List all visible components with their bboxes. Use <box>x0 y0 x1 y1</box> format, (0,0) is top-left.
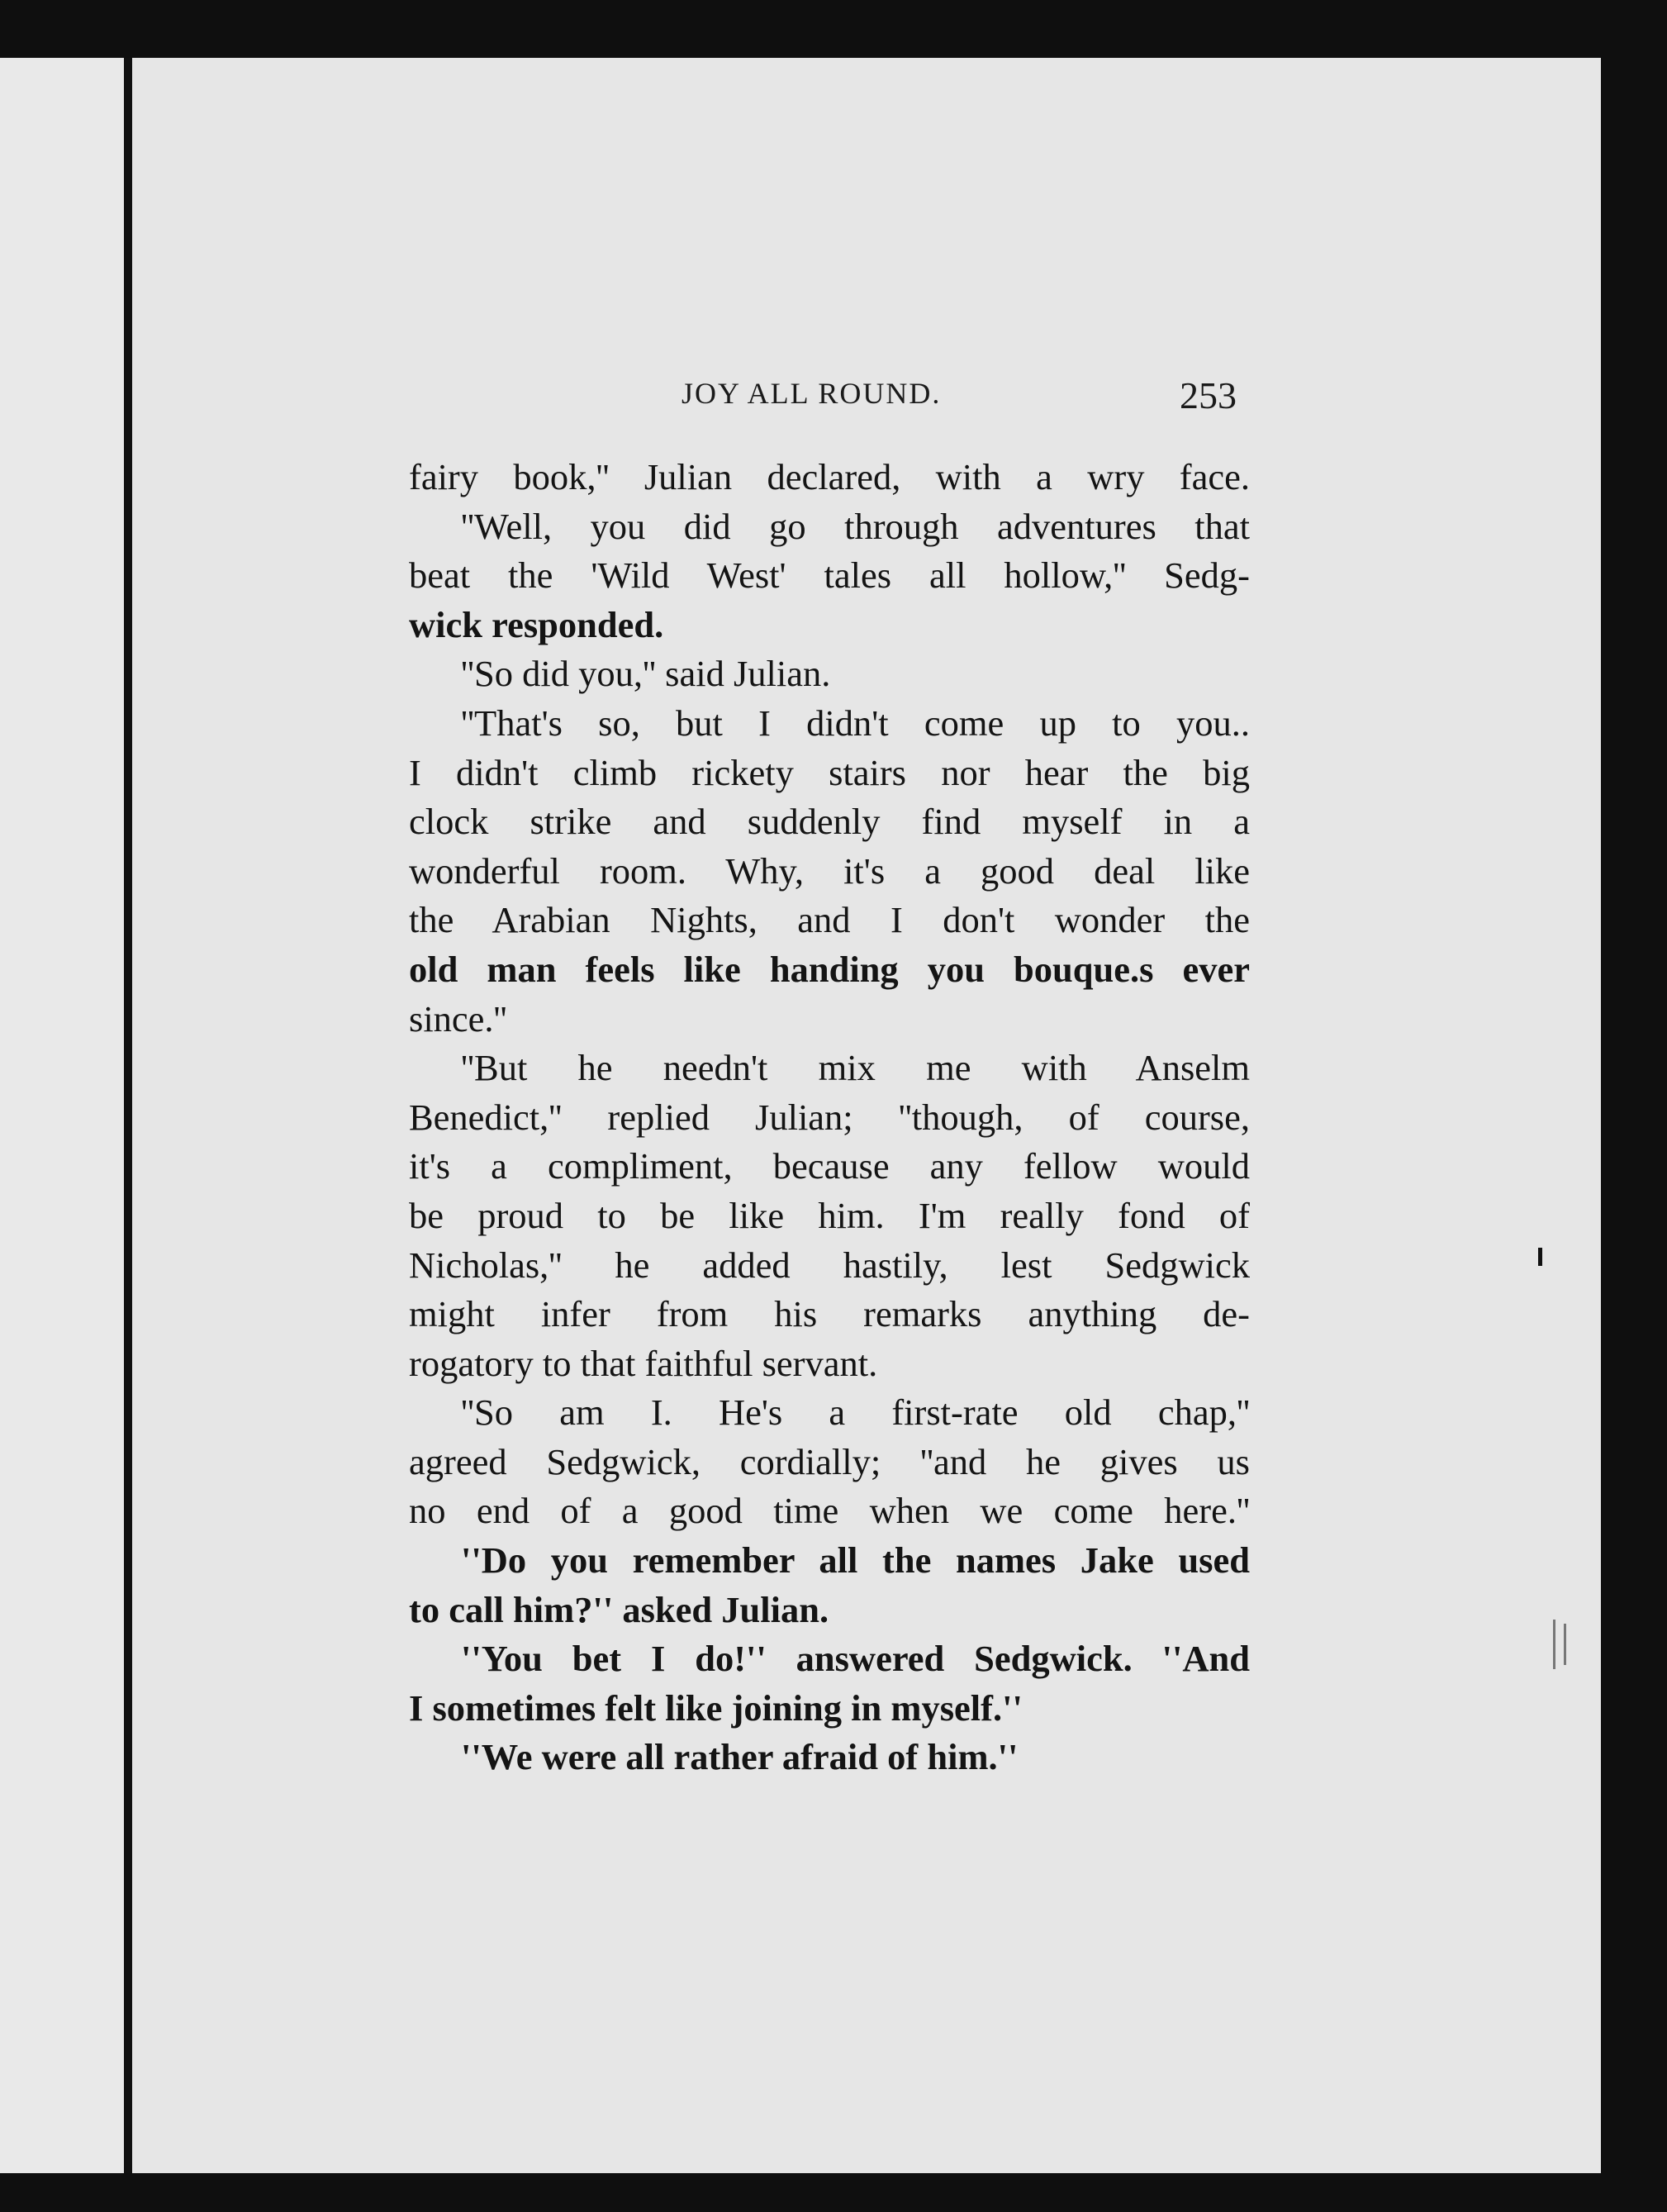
text-line: ''That's so, but I didn't come up to you.. <box>461 702 1250 744</box>
text-line: rogatory to that faithful servant. <box>409 1342 878 1384</box>
page-number: 253 <box>1180 374 1237 416</box>
scan-top-border <box>0 0 1667 58</box>
running-head: JOY ALL ROUND. <box>682 377 942 410</box>
text-line: ''We were all rather afraid of him.'' <box>461 1736 1019 1778</box>
text-line: I sometimes felt like joining in myself.'' <box>409 1686 1023 1729</box>
body-text <box>409 453 1250 1782</box>
text-line: to call him?'' asked Julian. <box>409 1588 829 1630</box>
text-line: ''You bet I do!'' answered Sedgwick. ''And <box>461 1638 1250 1680</box>
text-line: clock strike and suddenly find myself in a <box>409 801 1250 843</box>
text-line: fairy book,'' Julian declared, with a wry face. <box>409 456 1250 497</box>
text-line: be proud to be like him. I'm really fond of <box>409 1194 1250 1236</box>
text-line: the Arabian Nights, and I don't wonder the <box>409 899 1250 941</box>
text-line: since.'' <box>409 997 507 1039</box>
text-line: beat the 'Wild West' tales all hollow,'' Sedg- <box>409 554 1250 597</box>
text-line: ''So am I. He's a first-rate old chap,'' <box>461 1391 1250 1434</box>
text-line: I didn't climb rickety stairs nor hear the big <box>409 751 1250 793</box>
scan-bottom-border <box>0 2173 1667 2212</box>
text-line: wick responded. <box>409 603 664 645</box>
scan-mark <box>1564 1624 1566 1665</box>
text-line: it's a compliment, because any fellow would <box>409 1145 1250 1187</box>
text-line: ''Do you remember all the names Jake used <box>461 1539 1250 1582</box>
scan-mark <box>1553 1620 1555 1669</box>
text-line: might infer from his remarks anything de- <box>409 1293 1250 1335</box>
text-line: ''So did you,'' said Julian. <box>461 653 831 695</box>
text-line: no end of a good time when we come here.'' <box>409 1490 1250 1532</box>
text-line: Benedict,'' replied Julian; ''though, of course, <box>409 1096 1250 1138</box>
text-line: wonderful room. Why, it's a good deal like <box>409 849 1250 892</box>
text-line: Nicholas,'' he added hastily, lest Sedgwick <box>409 1244 1250 1286</box>
scan-right-border <box>1601 0 1667 2212</box>
text-line: agreed Sedgwick, cordially; ''and he gives us <box>409 1440 1250 1482</box>
scan-mark <box>1538 1248 1542 1266</box>
text-line: ''Well, you did go through adventures that <box>461 505 1250 547</box>
text-line: old man feels like handing you bouque.s ever <box>409 948 1250 990</box>
text-line: ''But he needn't mix me with Anselm <box>461 1047 1250 1089</box>
opposite-page-edge <box>0 58 124 2173</box>
